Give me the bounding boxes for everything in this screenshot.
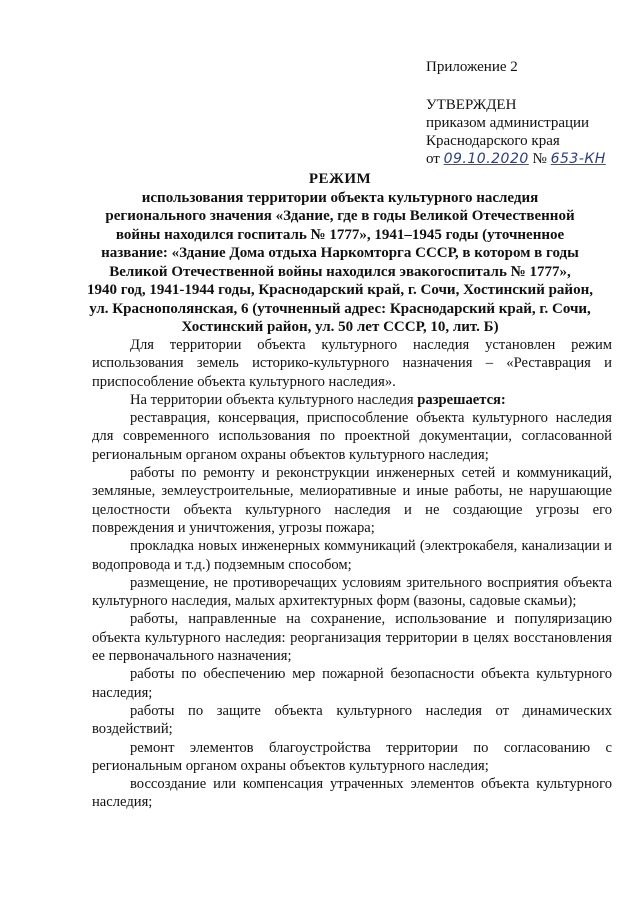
list-item: работы, направленные на сохранение, использование и популяризацию объекта культурного наследия: реорганизация территории в целях восстановления ее первоначального назначения; — [92, 611, 612, 665]
list-item: реставрация, консервация, приспособление объекта культурного наследия для современного использования по проектной документации, согласованной региональным органом охраны объектов культурного наследия; — [92, 410, 612, 463]
document-body — [92, 336, 612, 812]
allowed-paragraph — [92, 391, 612, 409]
list-item: работы по ремонту и реконструкции инженерных сетей и коммуникаций, земляные, землеустроительные, мелиоративные и иные работы, не нарушающие целостности объекта культурного наследия и не создающие угрозы его повреждения и уничтожения, угрозы пожара; — [92, 465, 612, 536]
approval-line-2: Краснодарского края — [426, 133, 560, 149]
number-prefix: № — [532, 151, 547, 167]
title-line: название: «Здание Дома отдыха Наркомторга СССР, в котором в годы — [101, 245, 579, 261]
title-line: ул. Краснополянская, 6 (уточненный адрес: Краснодарский край, г. Сочи, — [89, 300, 591, 317]
handwritten-number: 653-КН — [550, 151, 606, 167]
title-line: 1940 год, 1941-1944 годы, Краснодарский край, г. Сочи, Хостинский район, — [87, 282, 593, 298]
approved-heading: УТВЕРЖДЕН — [426, 97, 517, 113]
approval-date-number — [426, 150, 636, 168]
list-item: прокладка новых инженерных коммуникаций (электрокабеля, канализации и водопровода и т.д.) подземным способом; — [92, 538, 612, 573]
list-item: размещение, не противоречащих условиям зрительного восприятия объекта культурного наследия, малых архитектурных форм (вазоны, садовые скамьи); — [92, 574, 612, 610]
title-line: регионального значения «Здание, где в годы Великой Отечественной — [105, 208, 575, 224]
approval-block — [426, 58, 636, 168]
title-line: Хостинский район, ул. 50 лет СССР, 10, лит. Б) — [181, 319, 499, 335]
allowed-prefix: На территории объекта культурного наследия — [130, 391, 418, 408]
appendix-label: Приложение 2 — [426, 59, 518, 75]
intro-paragraph: Для территории объекта культурного наследия установлен режим использования земель историко-культурного назначения – «Реставрация и приспособление объекта культурного наследия». — [92, 337, 612, 390]
list-item: работы по защите объекта культурного наследия от динамических воздействий; — [92, 702, 612, 738]
allowed-word: разрешается: — [417, 391, 506, 408]
title-heading: РЕЖИМ — [308, 171, 372, 187]
list-item: воссоздание или компенсация утраченных элементов объекта культурного наследия; — [92, 776, 612, 811]
document-title — [60, 170, 620, 337]
list-item: ремонт элементов благоустройства территории по согласованию с региональным органом охраны объектов культурного наследия; — [92, 739, 612, 774]
handwritten-date: 09.10.2020 — [443, 151, 529, 167]
title-line: использования территории объекта культурного наследия — [141, 189, 539, 206]
title-line: Великой Отечественной войны находился эвакогоспиталь № 1777», — [109, 263, 571, 280]
approval-line-1: приказом администрации — [426, 115, 590, 131]
title-line: войны находился госпиталь № 1777», 1941–1945 годы (уточненное — [115, 226, 565, 243]
date-prefix: от — [426, 151, 440, 167]
list-item: работы по обеспечению мер пожарной безопасности объекта культурного наследия; — [92, 666, 612, 701]
